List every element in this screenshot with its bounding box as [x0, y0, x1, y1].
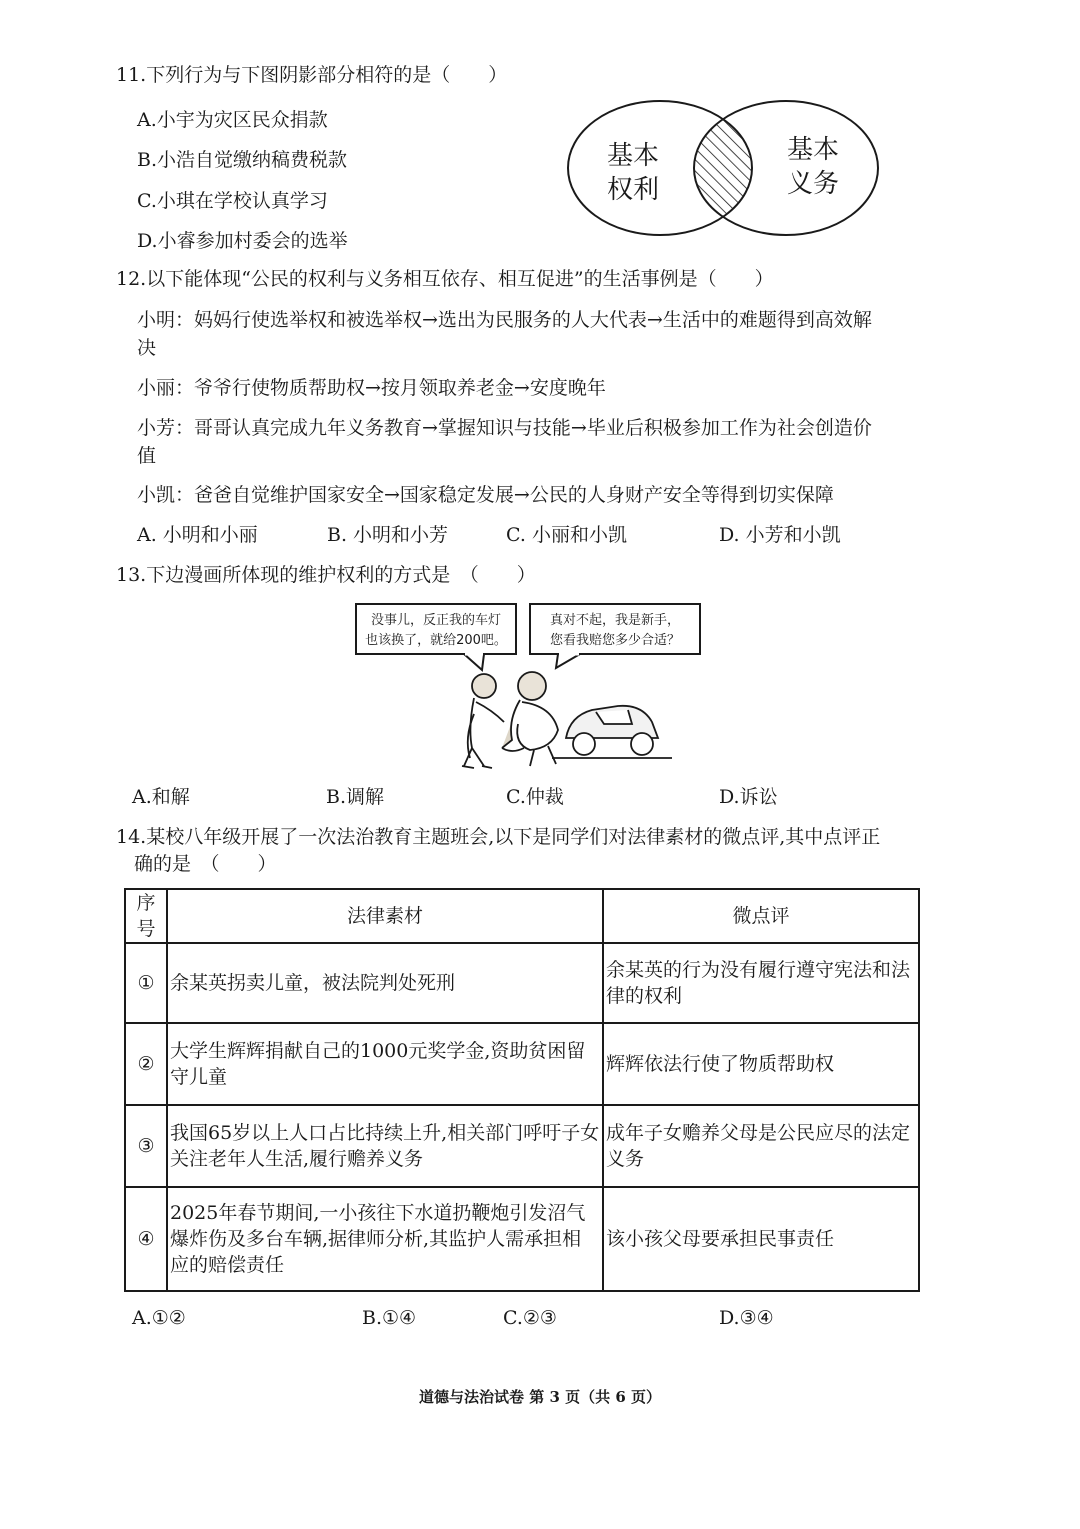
table-row: [125, 943, 919, 1023]
q11-option-c: C.小琪在学校认真学习: [137, 190, 328, 212]
table-header-row: [125, 889, 919, 943]
header-index: 序号: [125, 889, 167, 943]
header-comment: 微点评: [603, 889, 919, 943]
q13-stem: 13.下边漫画所体现的维护权利的方式是 （ ）: [116, 564, 536, 586]
q14-stem-line2: 确的是 （ ）: [134, 853, 277, 875]
bubble-right-line1: 真对不起，我是新手，: [549, 613, 681, 628]
table-row: [125, 1105, 919, 1187]
q12-case-1-line1: 小明：妈妈行使选举权和被选举权→选出为民服务的人大代表→生活中的难题得到高效解: [137, 309, 872, 331]
q12-case-3-line2: 值: [137, 445, 157, 467]
row-index: ③: [125, 1105, 167, 1187]
row-comment: 该小孩父母要承担民事责任: [603, 1187, 919, 1291]
q12-case-3-line1: 小芳：哥哥认真完成九年义务教育→掌握知识与技能→毕业后积极参加工作为社会创造价: [137, 417, 872, 439]
q12-case-4: 小凯：爸爸自觉维护国家安全→国家稳定发展→公民的人身财产安全等得到切实保障: [137, 484, 834, 506]
venn-right-label-2: 义务: [786, 169, 840, 199]
q12-option-d: D. 小芳和小凯: [719, 524, 841, 546]
q12-option-a: A. 小明和小丽: [137, 524, 258, 546]
row-material: 我国65岁以上人口占比持续上升,相关部门呼吁子女关注老年人生活,履行赡养义务: [167, 1105, 603, 1187]
q12-case-1-line2: 决: [137, 337, 157, 359]
q14-option-a: A.①②: [132, 1307, 186, 1329]
row-index: ④: [125, 1187, 167, 1291]
venn-left-label-2: 权利: [606, 175, 660, 205]
table-row: [125, 1023, 919, 1105]
cartoon-illustration: [352, 598, 704, 776]
row-comment: 辉辉依法行使了物质帮助权: [603, 1023, 919, 1105]
q13-option-d: D.诉讼: [719, 786, 778, 808]
q13-option-c: C.仲裁: [506, 786, 564, 808]
q12-case-2: 小丽：爷爷行使物质帮助权→按月领取养老金→安度晚年: [137, 377, 606, 399]
q11-stem: 11.下列行为与下图阴影部分相符的是（ ）: [116, 64, 508, 86]
q11-option-d: D.小睿参加村委会的选举: [137, 230, 348, 252]
row-index: ②: [125, 1023, 167, 1105]
q14-option-d: D.③④: [719, 1307, 774, 1329]
q12-option-b: B. 小明和小芳: [327, 524, 449, 546]
figure-left: [462, 674, 504, 768]
row-comment: 成年子女赡养父母是公民应尽的法定义务: [603, 1105, 919, 1187]
table-row: [125, 1187, 919, 1291]
bubble-right-line2: 您看我赔您多少合适？: [549, 633, 681, 648]
q14-option-b: B.①④: [362, 1307, 417, 1329]
row-index: ①: [125, 943, 167, 1023]
figure-right: [502, 672, 558, 766]
venn-diagram: [565, 98, 881, 238]
row-material: 余某英拐卖儿童，被法院判处死刑: [167, 943, 603, 1023]
q13-option-a: A.和解: [132, 786, 190, 808]
q14-option-c: C.②③: [503, 1307, 557, 1329]
q14-stem-line1: 14.某校八年级开展了一次法治教育主题班会,以下是同学们对法律素材的微点评,其中点评正: [116, 826, 881, 848]
car-drawing: [552, 706, 672, 758]
row-comment: 余某英的行为没有履行遵守宪法和法律的权利: [603, 943, 919, 1023]
bubble-left-line2: 也该换了，就给200吧。: [365, 633, 507, 648]
q12-stem: 12.以下能体现“公民的权利与义务相互依存、相互促进”的生活事例是（ ）: [116, 268, 774, 290]
q12-option-c: C. 小丽和小凯: [506, 524, 627, 546]
q11-option-b: B.小浩自觉缴纳稿费税款: [137, 149, 348, 171]
row-material: 2025年春节期间,一小孩往下水道扔鞭炮引发沼气爆炸伤及多台车辆,据律师分析,其监护人需承担相应的赔偿责任: [167, 1187, 603, 1291]
header-material: 法律素材: [167, 889, 603, 943]
venn-right-label-1: 基本: [786, 135, 840, 165]
page-footer: 道德与法治试卷 第 3 页（共 6 页）: [419, 1388, 661, 1406]
venn-left-label-1: 基本: [606, 141, 660, 171]
q13-option-b: B.调解: [326, 786, 385, 808]
law-materials-table: [124, 888, 920, 1292]
bubble-left-line1: 没事儿，反正我的车灯: [370, 613, 502, 628]
q11-option-a: A.小宇为灾区民众捐款: [137, 109, 328, 131]
row-material: 大学生辉辉捐献自己的1000元奖学金,资助贫困留守儿童: [167, 1023, 603, 1105]
